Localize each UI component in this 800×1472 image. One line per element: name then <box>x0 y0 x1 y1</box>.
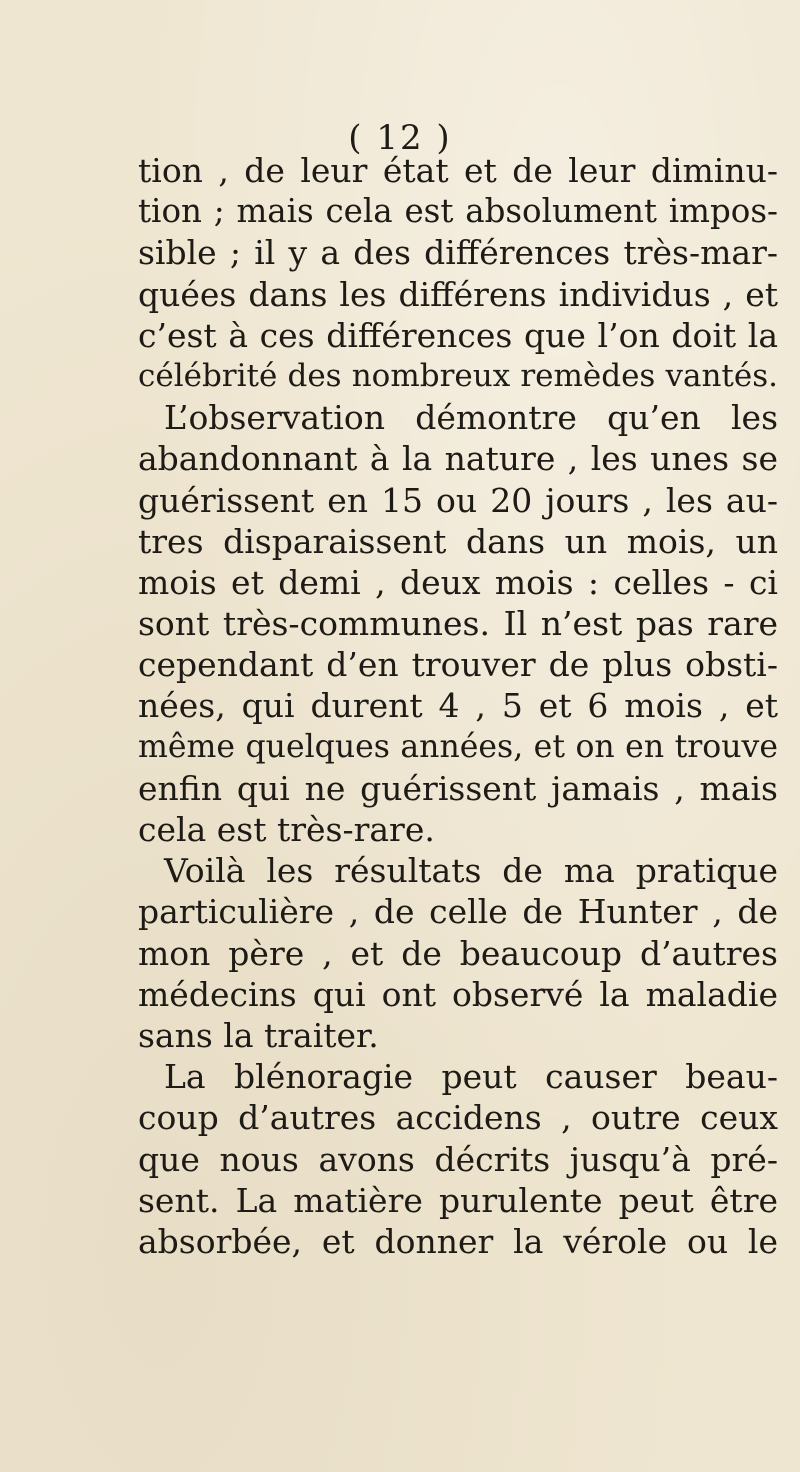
text-line: nées, qui durent 4 , 5 et 6 mois , et <box>138 686 778 726</box>
text-line: quées dans les différens individus , et <box>138 274 778 314</box>
text-line: guérissent en 15 ou 20 jours , les au- <box>138 480 778 520</box>
text-line: L’observation démontre qu’en les <box>164 398 778 438</box>
text-line: sont très-communes. Il n’est pas rare <box>138 604 778 644</box>
text-line: La blénoragie peut causer beau- <box>164 1057 778 1097</box>
text-line: absorbée, et donner la vérole ou le <box>138 1221 778 1261</box>
text-line: tion , de leur état et de leur diminu- <box>138 151 778 190</box>
text-line: Voilà les résultats de ma pratique <box>164 851 778 891</box>
text-line: mois et demi , deux mois : celles - ci <box>138 562 778 602</box>
text-line: sent. La matière purulente peut être <box>138 1180 778 1220</box>
text-line: cela est très-rare. <box>138 810 435 849</box>
text-line: médecins qui ont observé la maladie <box>138 974 778 1014</box>
text-line: particulière , de celle de Hunter , de <box>138 892 778 932</box>
page-number: ( 12 ) <box>348 118 452 158</box>
text-line: coup d’autres accidens , outre ceux <box>138 1098 778 1138</box>
text-line: sible ; il y a des différences très-mar- <box>138 233 778 273</box>
text-line: mon père , et de beaucoup d’autres <box>138 933 778 973</box>
text-line: c’est à ces différences que l’on doit la <box>138 315 778 355</box>
text-line: sans la traiter. <box>138 1015 379 1055</box>
body-text <box>138 150 778 1262</box>
text-line: que nous avons décrits jusqu’à pré- <box>138 1139 778 1179</box>
text-line: tion ; mais cela est absolument impos- <box>138 192 778 231</box>
text-line: abandonnant à la nature , les unes se <box>138 439 778 479</box>
text-line: cependant d’en trouver de plus obsti- <box>138 645 778 685</box>
text-line: enfin qui ne guérissent jamais , mais <box>138 768 778 808</box>
text-line: même quelques années, et on en trouve <box>138 728 778 765</box>
text-line: célébrité des nombreux remèdes vantés. <box>138 357 778 394</box>
text-line: tres disparaissent dans un mois, un <box>138 521 778 561</box>
